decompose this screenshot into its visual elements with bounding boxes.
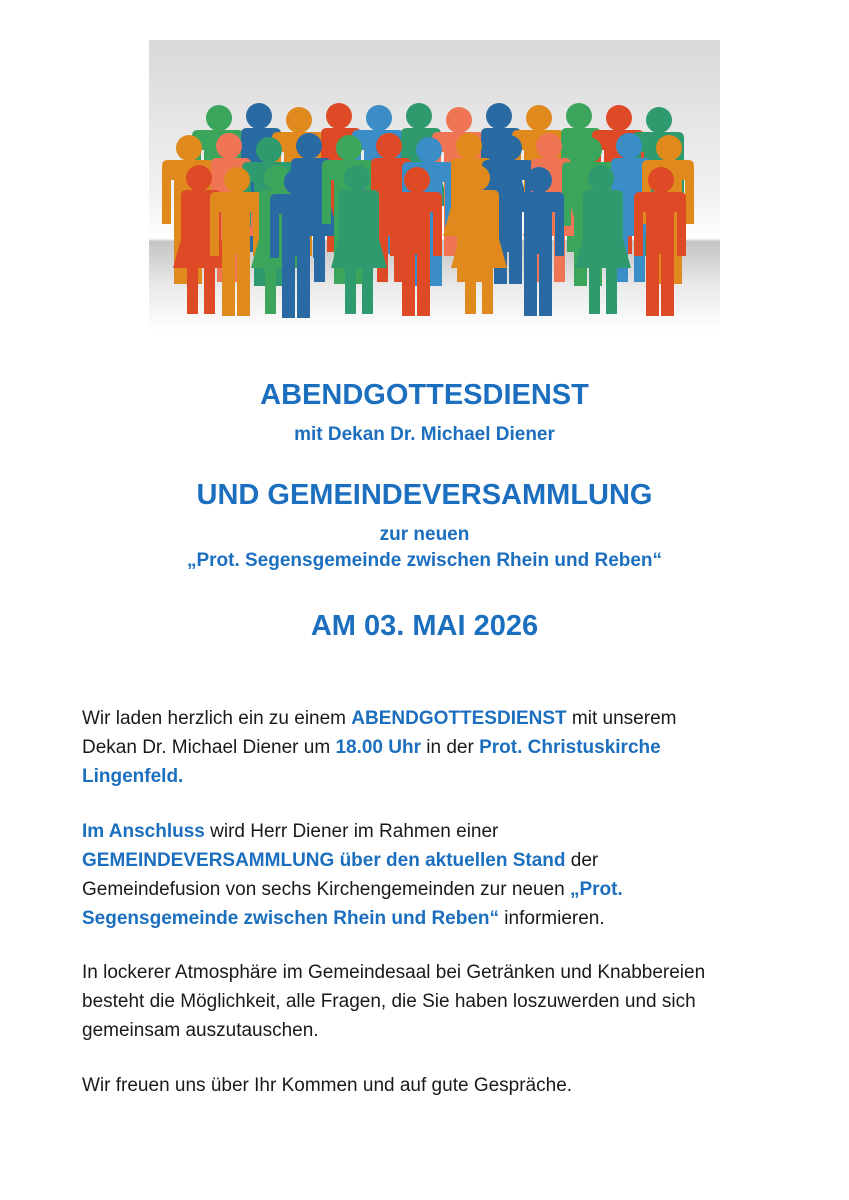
highlight-text: Lingenfeld. (82, 766, 184, 787)
text-line (82, 762, 782, 791)
subtitle-gemeinde-name: „Prot. Segensgemeinde zwischen Rhein und Reben“ (186, 550, 663, 571)
text-line (82, 817, 782, 846)
text-run: in der (420, 737, 480, 758)
text-run: informieren. (499, 908, 605, 929)
text-line: Wir freuen uns über Ihr Kommen und auf gute Gespräche. (82, 1075, 573, 1096)
text-line (82, 875, 782, 904)
text-line (82, 704, 782, 733)
text-line (82, 846, 782, 875)
highlight-text: Prot. Christuskirche (479, 737, 661, 758)
text-line: gemeinsam auszutauschen. (82, 1020, 319, 1041)
highlight-text: ABENDGOTTESDIENST (351, 708, 567, 729)
subtitle-dekan: mit Dekan Dr. Michael Diener (294, 424, 555, 445)
text-run: der (565, 850, 599, 871)
text-run: Dekan Dr. Michael Diener um (82, 737, 336, 758)
text-run: wird Herr Diener im Rahmen einer (204, 821, 499, 842)
highlight-text: Segensgemeinde zwischen Rhein und Reben“ (82, 908, 500, 929)
crowd-icon (149, 40, 720, 332)
text-run: mit unserem (566, 708, 677, 729)
paragraph-closing (82, 1071, 782, 1100)
text-line (82, 904, 782, 933)
event-date: AM 03. MAI 2026 (310, 610, 539, 642)
highlight-text: Im Anschluss (82, 821, 205, 842)
paragraph-atmosphaere (82, 958, 782, 1045)
text-run: Gemeindefusion von sechs Kirchengemeinden zur neuen (82, 879, 570, 900)
paragraph-invitation (82, 704, 782, 791)
paragraph-versammlung (82, 817, 782, 933)
crowd-illustration (149, 40, 720, 332)
highlight-text: GEMEINDEVERSAMMLUNG über den aktuellen Stand (82, 850, 566, 871)
highlight-text: 18.00 Uhr (335, 737, 421, 758)
subtitle-zur-neuen: zur neuen (379, 524, 470, 545)
text-line: besteht die Möglichkeit, alle Fragen, die Sie haben loszuwerden und sich (82, 991, 696, 1012)
highlight-text: „Prot. (569, 879, 623, 900)
text-line: In lockerer Atmosphäre im Gemeindesaal bei Getränken und Knabbereien (82, 962, 706, 983)
title-gemeindeversammlung: UND GEMEINDEVERSAMMLUNG (196, 479, 653, 511)
text-line (82, 733, 782, 762)
title-abendgottesdienst: ABENDGOTTESDIENST (260, 379, 589, 411)
text-run: Wir laden herzlich ein zu einem (82, 708, 352, 729)
